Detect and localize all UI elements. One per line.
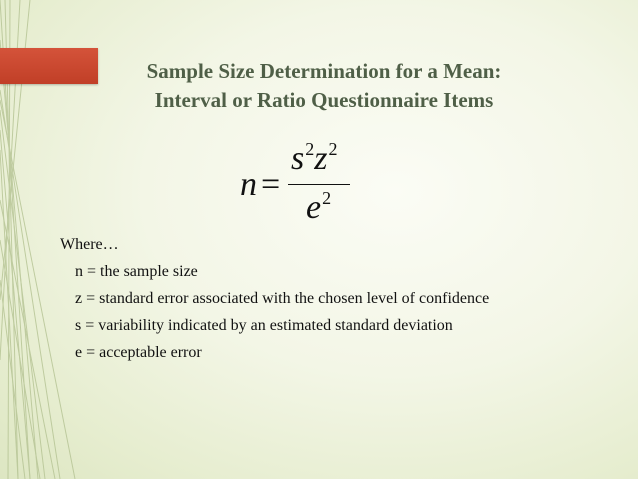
formula-e: e xyxy=(306,189,322,226)
where-label: Where… xyxy=(60,236,119,253)
definition-e: e = acceptable error xyxy=(75,344,202,361)
formula-numerator xyxy=(291,140,337,178)
title-line-2: Interval or Ratio Questionnaire Items xyxy=(154,88,494,112)
formula-denominator xyxy=(306,189,331,227)
formula-n: n xyxy=(240,166,257,203)
definition-list xyxy=(75,262,515,370)
formula-equals: = xyxy=(261,166,281,203)
formula-z: z xyxy=(314,140,328,177)
definition-z: z = standard error associated with the chosen level of confidence xyxy=(75,290,490,307)
formula-e-exponent: 2 xyxy=(322,187,332,208)
slide-title xyxy=(104,57,544,115)
definition-s: s = variability indicated by an estimated standard deviation xyxy=(75,317,453,334)
formula-z-exponent: 2 xyxy=(328,138,338,159)
title-line-1: Sample Size Determination for a Mean: xyxy=(146,59,502,83)
title-accent-bar xyxy=(0,48,98,84)
formula-s: s xyxy=(291,140,305,177)
sample-size-formula xyxy=(228,132,368,232)
definition-n: n = the sample size xyxy=(75,263,198,280)
formula-s-exponent: 2 xyxy=(305,138,315,159)
formula-fraction-bar xyxy=(288,184,350,185)
